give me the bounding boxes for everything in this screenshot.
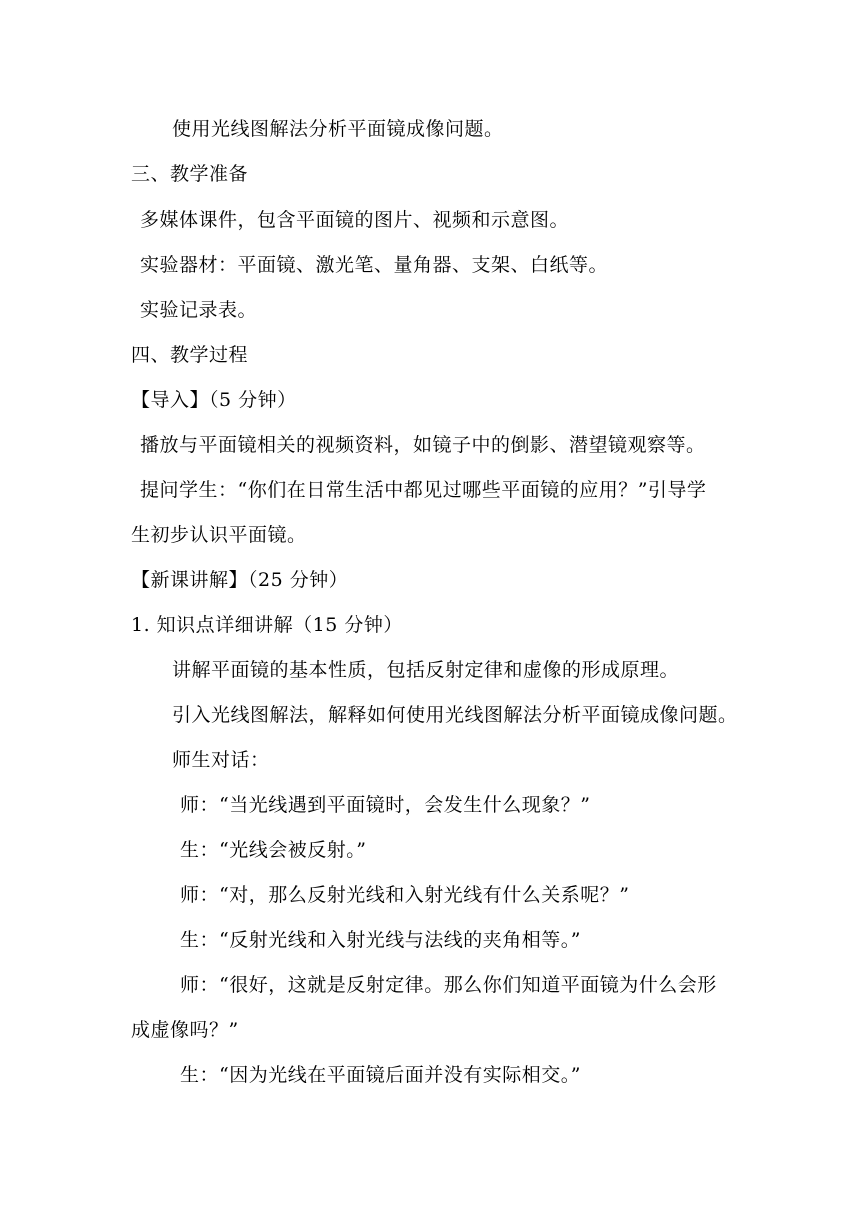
text-line-5: 实验记录表。 — [140, 299, 258, 321]
subheading-intro: 【导入】（5 分钟） — [131, 389, 297, 411]
section-heading-preparation: 三、教学准备 — [131, 163, 249, 185]
dialogue-line-3: 师：“对，那么反射光线和入射光线有什么关系呢？” — [180, 884, 630, 906]
dialogue-line-4: 生：“反射光线和入射光线与法线的夹角相等。” — [180, 929, 581, 951]
text-line-3: 多媒体课件，包含平面镜的图片、视频和示意图。 — [140, 209, 570, 231]
section-heading-process: 四、教学过程 — [131, 344, 249, 366]
dialogue-line-1: 师：“当光线遇到平面镜时，会发生什么现象？” — [180, 794, 591, 816]
text-line-4: 实验器材：平面镜、激光笔、量角器、支架、白纸等。 — [140, 254, 609, 276]
text-line-9: 提问学生：“你们在日常生活中都见过哪些平面镜的应用？”引导学 — [140, 479, 707, 501]
text-line-1: 使用光线图解法分析平面镜成像问题。 — [172, 118, 504, 140]
dialogue-label: 师生对话： — [172, 749, 270, 771]
dialogue-line-2: 生：“光线会被反射。” — [180, 839, 367, 861]
text-line-14: 引入光线图解法，解释如何使用光线图解法分析平面镜成像问题。 — [172, 704, 738, 726]
text-line-8: 播放与平面镜相关的视频资料，如镜子中的倒影、潜望镜观察等。 — [140, 434, 706, 456]
text-line-10: 生初步认识平面镜。 — [131, 524, 307, 546]
dialogue-line-5: 师：“很好，这就是反射定律。那么你们知道平面镜为什么会形 — [180, 974, 717, 996]
subheading-new-lesson: 【新课讲解】（25 分钟） — [131, 569, 349, 591]
dialogue-line-6: 生：“因为光线在平面镜后面并没有实际相交。” — [180, 1064, 581, 1086]
text-line-13: 讲解平面镜的基本性质，包括反射定律和虚像的形成原理。 — [172, 659, 680, 681]
numbered-item-1: 1. 知识点详细讲解（15 分钟） — [131, 614, 403, 636]
dialogue-line-5-cont: 成虚像吗？” — [131, 1019, 239, 1041]
